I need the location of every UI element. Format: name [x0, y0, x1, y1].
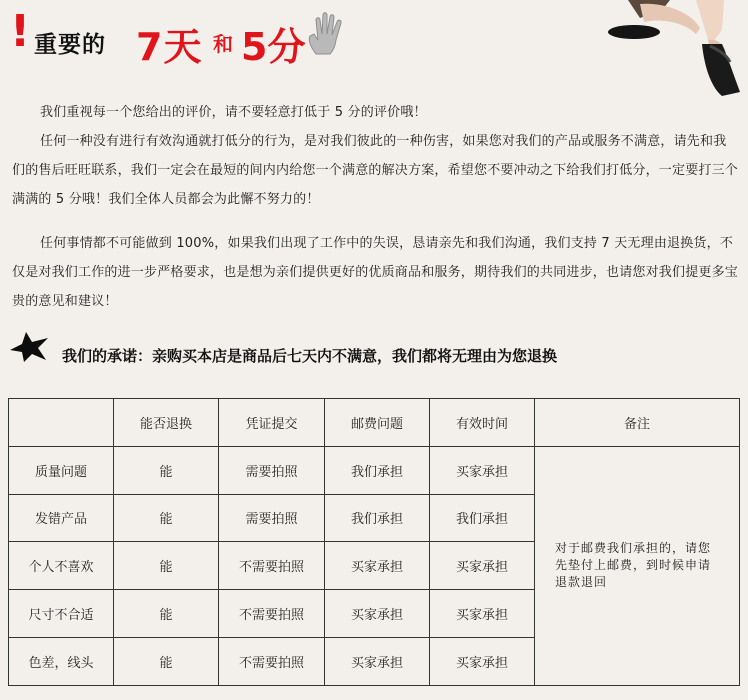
table-header-cell: 邮费问题	[325, 399, 430, 447]
table-cell: 能	[114, 637, 219, 685]
header-important: 重要的	[34, 32, 106, 58]
paragraph-rating-request	[12, 98, 738, 127]
table-cell: 买家承担	[430, 542, 535, 590]
table-header-cell: 备注	[535, 399, 740, 447]
table-cell: 不需要拍照	[219, 637, 325, 685]
promise-text: 我们的承诺：亲购买本店是商品后七天内不满意，我们都将无理由为您退换	[62, 347, 558, 365]
table-note-cell: 对于邮费我们承担的，请您先垫付上邮费，到时候申请退款退回	[535, 446, 740, 685]
table-cell: 我们承担	[430, 494, 535, 542]
paragraph-communication	[12, 127, 738, 214]
paragraph-text: 任何一种没有进行有效沟通就打低分的行为，是对我们彼此的一种伤害，如果您对我们的产品或服务不满意，请先和我们的售后旺旺联系，我们一定会在最短的间内内给您一个满意的解决方案，希望您不要冲动之下给我们打低分，一定要打三个满满的 5 分哦！我们全体人员都会为此懈不努力的！	[12, 134, 739, 207]
paragraph-text: 任何事情都不可能做到 100%，如果我们出现了工作中的失误，恳请亲先和我们沟通，我们支持 7 天无理由退换货，不仅是对我们工作的进一步严格要求，也是想为亲们提供更好的优质商品和服务，期待我们的共同进步，也请您对我们提更多宝贵的意见和建议！	[12, 236, 739, 309]
table-header-row	[9, 399, 740, 447]
table-cell: 买家承担	[325, 542, 430, 590]
star-splat-icon	[8, 330, 50, 364]
table-cell: 买家承担	[325, 590, 430, 638]
table-cell: 能	[114, 590, 219, 638]
return-policy-table	[8, 398, 740, 686]
header-seven-days: 7天	[136, 25, 203, 69]
header-and: 和	[213, 32, 233, 56]
paragraph-text: 我们重视每一个您给出的评价，请不要轻意打低于 5 分的评价哦！	[40, 105, 427, 120]
table-row	[9, 446, 740, 494]
table-cell: 能	[114, 494, 219, 542]
slipper-photo-icon	[600, 0, 748, 100]
table-cell: 个人不喜欢	[9, 542, 114, 590]
table-cell: 我们承担	[325, 446, 430, 494]
paragraph-guarantee	[12, 229, 738, 316]
header-five-points: 5分	[241, 25, 306, 69]
table-cell: 发错产品	[9, 494, 114, 542]
table-cell: 买家承担	[430, 590, 535, 638]
hand-icon	[304, 10, 350, 56]
table-cell: 能	[114, 446, 219, 494]
table-cell: 买家承担	[430, 637, 535, 685]
table-cell: 不需要拍照	[219, 590, 325, 638]
table-header-cell: 凭证提交	[219, 399, 325, 447]
table-header-cell	[9, 399, 114, 447]
table-cell: 买家承担	[325, 637, 430, 685]
table-cell: 我们承担	[325, 494, 430, 542]
table-cell: 需要拍照	[219, 446, 325, 494]
exclamation-mark: !	[10, 6, 31, 57]
page-header	[8, 6, 368, 69]
table-cell: 买家承担	[430, 446, 535, 494]
table-header-cell: 有效时间	[430, 399, 535, 447]
table-cell: 需要拍照	[219, 494, 325, 542]
table-cell: 不需要拍照	[219, 542, 325, 590]
table-header-cell: 能否退换	[114, 399, 219, 447]
table-cell: 色差，线头	[9, 637, 114, 685]
table-cell: 质量问题	[9, 446, 114, 494]
table-cell: 能	[114, 542, 219, 590]
table-cell: 尺寸不合适	[9, 590, 114, 638]
